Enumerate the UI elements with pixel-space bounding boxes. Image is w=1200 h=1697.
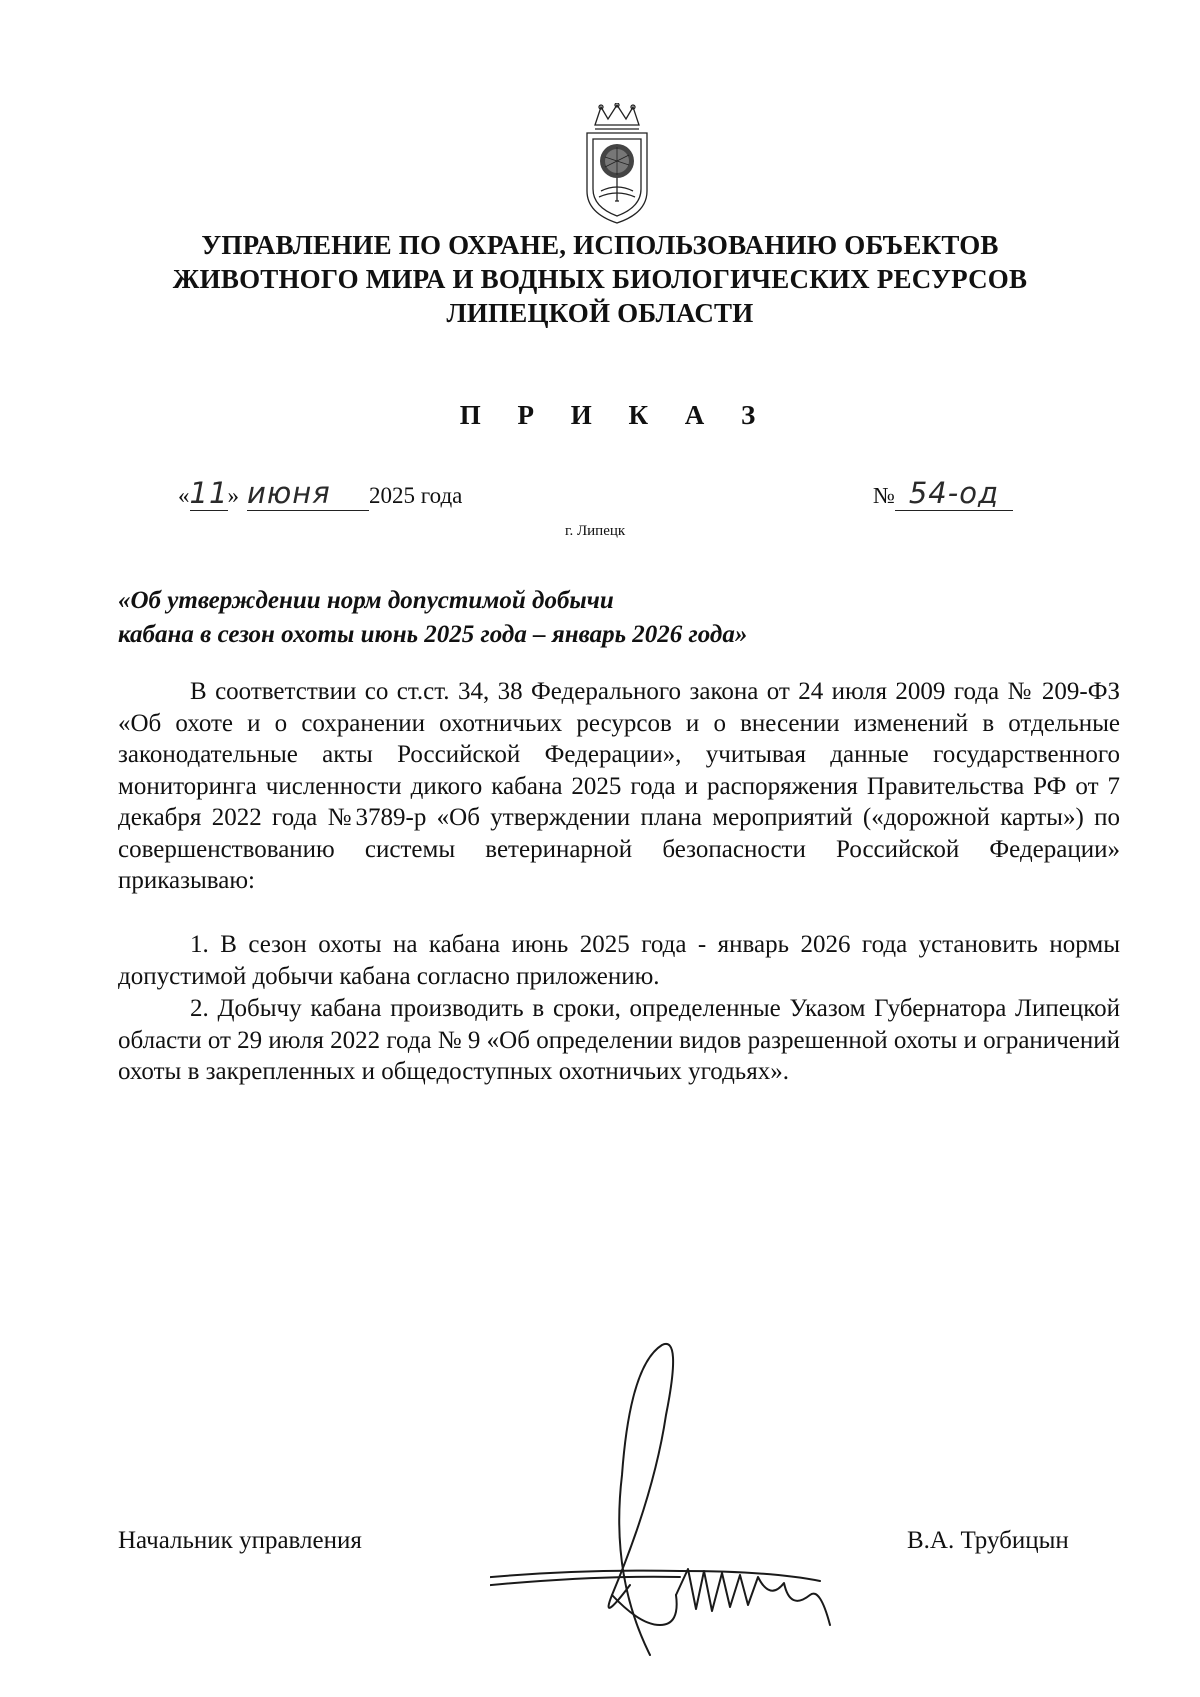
number-value: 54-од (895, 476, 1013, 511)
city: г. Липецк (565, 523, 626, 539)
order-item-1: 1. В сезон охоты на кабана июнь 2025 года - январь 2026 года установить нормы допустимой добычи кабана согласно приложению. (118, 931, 1120, 990)
date-day: 11 (189, 476, 229, 510)
preamble-paragraph: В соответствии со ст.ст. 34, 38 Федерального закона от 24 июля 2009 года № 209-ФЗ «Об охоте и о сохранении охотничьих ресурсов и о внесении изменений в отдельные законодательные акты Российской Федерации», учитывая данные государственного мониторинга численности дикого кабана 2025 года и распоряжения Правительства РФ от 7 декабря 2022 года №3789-р «Об утверждении плана мероприятий («дорожной карты») по совершенствованию системы ветеринарной безопасности Российской Федерации» приказываю: (118, 678, 1120, 894)
order-date (178, 476, 462, 511)
number-prefix: № (873, 483, 895, 508)
quote-open: « (178, 483, 190, 508)
signatory-name: В.А. Трубицын (907, 1527, 1069, 1554)
order-item-2: 2. Добычу кабана производить в сроки, определенные Указом Губернатора Липецкой области от 29 июля 2022 года № 9 «Об определении видов разрешенной охоты и ограничений охоты в закрепленных и общедоступных охотничьих угодьях». (118, 995, 1120, 1085)
date-year: 2025 года (369, 483, 463, 508)
signatory-position: Начальник управления (118, 1527, 362, 1554)
date-month: июня (247, 476, 369, 511)
document-type-title: П Р И К А З (459, 400, 771, 430)
handwritten-signature-icon (490, 1325, 910, 1685)
org-name-line-3: ЛИПЕЦКОЙ ОБЛАСТИ (446, 298, 754, 328)
subject-line-2: кабана в сезон охоты июнь 2025 года – январь 2026 года» (118, 621, 748, 648)
subject-line-1: «Об утверждении норм допустимой добычи (118, 587, 614, 614)
org-name-line-2: ЖИВОТНОГО МИРА И ВОДНЫХ БИОЛОГИЧЕСКИХ РЕСУРСОВ (172, 264, 1028, 294)
coat-of-arms-icon (575, 103, 659, 227)
order-number (873, 476, 1013, 511)
org-name-line-1: УПРАВЛЕНИЕ ПО ОХРАНЕ, ИСПОЛЬЗОВАНИЮ ОБЪЕКТОВ (201, 230, 999, 260)
quote-close: » (227, 483, 239, 508)
